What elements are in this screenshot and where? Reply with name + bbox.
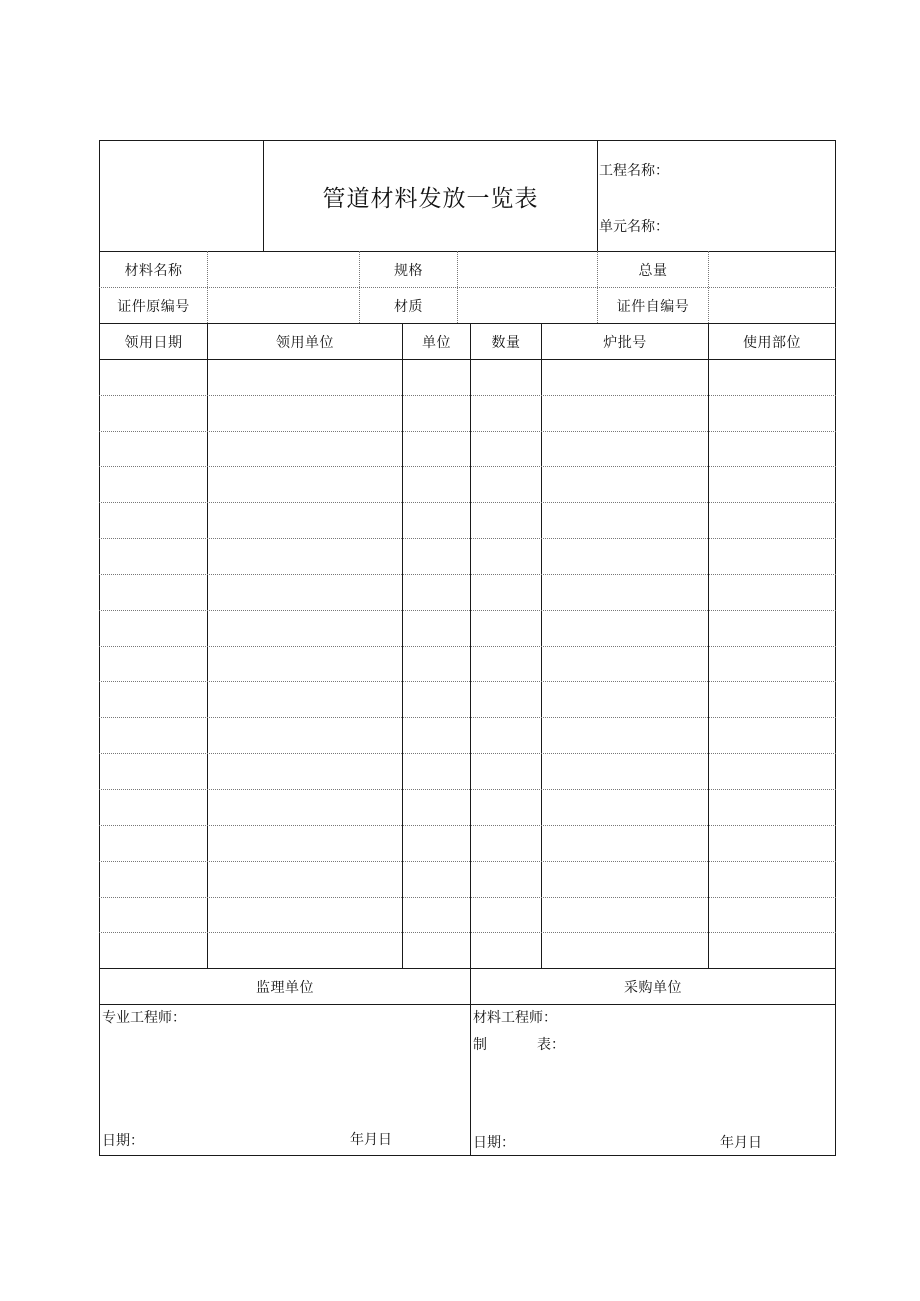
date-label-left: 日期： xyxy=(102,1133,144,1149)
spec-field[interactable] xyxy=(458,252,597,287)
material-engineer-label: 材料工程师： xyxy=(473,1010,557,1026)
table-row xyxy=(99,610,836,611)
cert-self-no-field[interactable] xyxy=(709,288,835,323)
cert-original-no-field[interactable] xyxy=(208,288,359,323)
engineer-label: 专业工程师： xyxy=(102,1010,186,1026)
supervision-unit-label: 监理单位 xyxy=(256,979,314,996)
table-row xyxy=(99,466,836,467)
unit-name-label: 单元名称： xyxy=(599,219,669,235)
column-header-receiving-unit: 领用单位 xyxy=(276,334,334,351)
column-header-bottom-line xyxy=(99,359,836,360)
table-row xyxy=(99,932,836,933)
date-label-right: 日期： xyxy=(473,1135,515,1151)
column-header-date: 领用日期 xyxy=(124,334,183,351)
column-header-usage-location: 使用部位 xyxy=(743,334,801,351)
column-header-unit: 单位 xyxy=(422,334,451,351)
ymd-right: 年月日 xyxy=(720,1135,762,1151)
table-row xyxy=(99,538,836,539)
maker-label: 制 xyxy=(473,1037,487,1053)
header-divider-2 xyxy=(597,140,598,251)
table-row xyxy=(99,897,836,898)
column-header-heat-batch-no: 炉批号 xyxy=(603,334,647,351)
maker-label-end: 表： xyxy=(537,1037,565,1053)
logo-area xyxy=(100,141,263,251)
table-row xyxy=(99,502,836,503)
table-row xyxy=(99,753,836,754)
page-title: 管道材料发放一览表 xyxy=(322,185,539,212)
table-row xyxy=(99,789,836,790)
table-row xyxy=(99,574,836,575)
border-bottom xyxy=(99,1155,836,1156)
project-name-label: 工程名称： xyxy=(599,163,669,179)
total-field[interactable] xyxy=(709,252,835,287)
cert-self-no-label: 证件自编号 xyxy=(616,298,690,315)
table-row xyxy=(99,825,836,826)
table-row xyxy=(99,717,836,718)
procurement-unit-label: 采购单位 xyxy=(624,979,682,996)
column-header-quantity: 数量 xyxy=(491,334,521,351)
table-row xyxy=(99,431,836,432)
material-label: 材质 xyxy=(394,298,423,315)
ymd-left: 年月日 xyxy=(350,1132,392,1148)
cert-original-no-label: 证件原编号 xyxy=(117,298,190,315)
material-name-field[interactable] xyxy=(208,252,359,287)
table-row xyxy=(99,646,836,647)
table-row xyxy=(99,681,836,682)
table-col-divider xyxy=(470,323,471,1155)
spec-label: 规格 xyxy=(394,262,423,279)
table-row xyxy=(99,395,836,396)
footer-header-line xyxy=(99,1004,836,1005)
material-name-label: 材料名称 xyxy=(124,262,183,279)
material-field[interactable] xyxy=(458,288,597,323)
total-label: 总量 xyxy=(638,262,668,279)
table-row xyxy=(99,861,836,862)
